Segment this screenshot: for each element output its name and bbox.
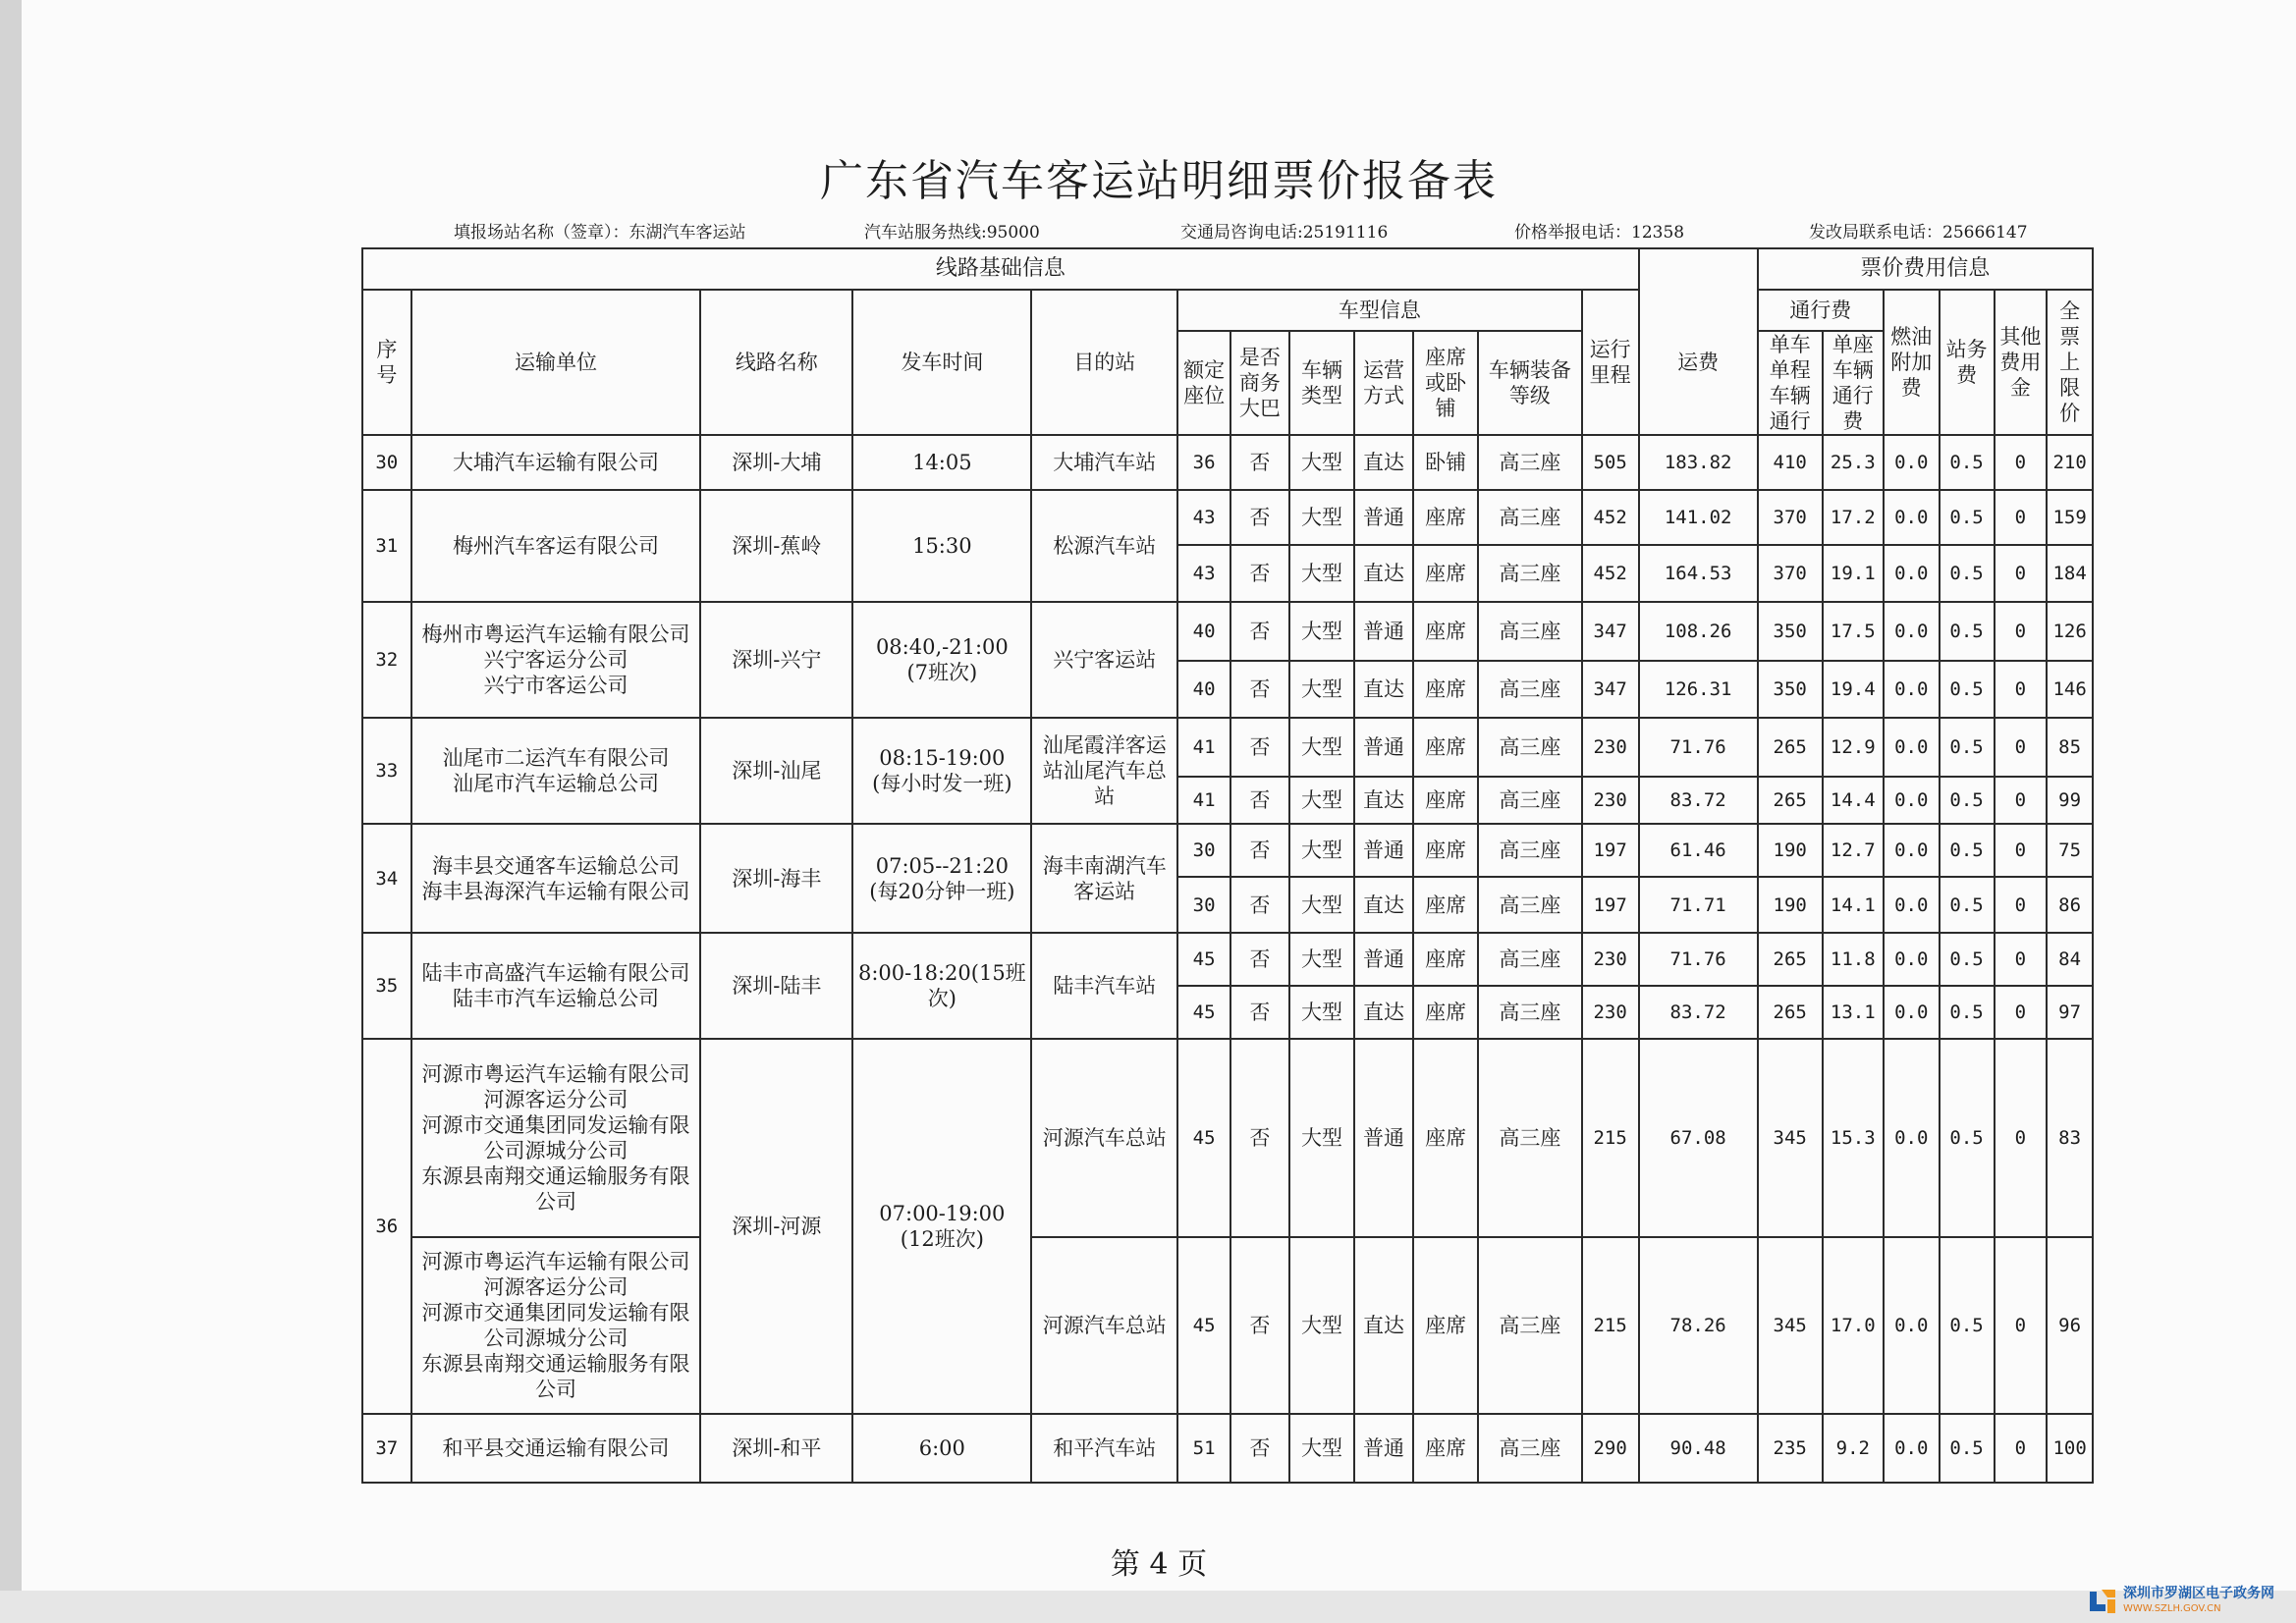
header-route-basic: 线路基础信息 — [362, 248, 1639, 290]
row-seat-type: 座席 — [1413, 877, 1478, 933]
row-toll-seat: 12.7 — [1823, 824, 1884, 877]
row-op-mode: 直达 — [1354, 777, 1413, 824]
row-station-fee: 0.5 — [1940, 602, 1995, 661]
row-distance: 230 — [1582, 933, 1639, 986]
row-other-fee: 0 — [1995, 877, 2048, 933]
header-fare: 运费 — [1639, 290, 1758, 435]
row-fuel: 0.0 — [1884, 877, 1940, 933]
row-route: 深圳-汕尾 — [700, 718, 852, 824]
row-station-fee: 0.5 — [1940, 435, 1995, 490]
row-grade: 高三座 — [1478, 602, 1581, 661]
row-toll-vehicle: 265 — [1758, 986, 1823, 1039]
header-seat-or-berth: 座席或卧铺 — [1413, 331, 1478, 435]
row-seat-type: 座席 — [1413, 718, 1478, 777]
row-total: 75 — [2047, 824, 2093, 877]
row-toll-seat: 17.5 — [1823, 602, 1884, 661]
table-row — [362, 933, 2093, 986]
row-vehicle-type: 大型 — [1289, 1237, 1354, 1414]
row-op-mode: 普通 — [1354, 490, 1413, 545]
row-business: 否 — [1230, 435, 1289, 490]
row-toll-vehicle: 190 — [1758, 824, 1823, 877]
row-other-fee: 0 — [1995, 602, 2048, 661]
row-grade: 高三座 — [1478, 933, 1581, 986]
row-destination: 河源汽车总站 — [1031, 1237, 1177, 1414]
row-grade: 高三座 — [1478, 661, 1581, 718]
page-title: 广东省汽车客运站明细票价报备表 — [820, 156, 1498, 206]
row-fare: 67.08 — [1639, 1039, 1758, 1237]
row-other-fee: 0 — [1995, 1414, 2048, 1483]
info-price-report: 价格举报电话：12358 — [1514, 223, 1685, 243]
info-station: 填报场站名称（签章）：东湖汽车客运站 — [454, 223, 746, 243]
row-distance: 215 — [1582, 1237, 1639, 1414]
row-grade: 高三座 — [1478, 1237, 1581, 1414]
row-op-mode: 普通 — [1354, 602, 1413, 661]
row-vehicle-type: 大型 — [1289, 661, 1354, 718]
row-seat-type: 座席 — [1413, 1237, 1478, 1414]
row-seats: 45 — [1177, 1237, 1230, 1414]
header-fuel: 燃油附加费 — [1884, 290, 1940, 435]
row-other-fee: 0 — [1995, 777, 2048, 824]
row-business: 否 — [1230, 718, 1289, 777]
row-station-fee: 0.5 — [1940, 1237, 1995, 1414]
row-seat-type: 座席 — [1413, 824, 1478, 877]
row-distance: 230 — [1582, 777, 1639, 824]
row-seat-type: 座席 — [1413, 777, 1478, 824]
header-station-fee: 站务费 — [1940, 290, 1995, 435]
row-seats: 36 — [1177, 435, 1230, 490]
row-toll-seat: 17.2 — [1823, 490, 1884, 545]
row-toll-vehicle: 370 — [1758, 490, 1823, 545]
row-distance: 215 — [1582, 1039, 1639, 1237]
row-other-fee: 0 — [1995, 986, 2048, 1039]
row-op-mode: 普通 — [1354, 1039, 1413, 1237]
row-departure: 8:00-18:20(15班次) — [852, 933, 1031, 1039]
row-total: 85 — [2047, 718, 2093, 777]
row-fuel: 0.0 — [1884, 1039, 1940, 1237]
row-op-mode: 直达 — [1354, 435, 1413, 490]
row-seats: 40 — [1177, 661, 1230, 718]
table-row — [362, 1237, 2093, 1414]
header-total: 全票上限价 — [2047, 290, 2093, 435]
row-vehicle-type: 大型 — [1289, 933, 1354, 986]
watermark-name: 深圳市罗湖区电子政务网 — [2123, 1586, 2274, 1601]
scan-cutoff — [355, 1502, 2104, 1532]
row-other-fee: 0 — [1995, 435, 2048, 490]
row-seat-type: 座席 — [1413, 933, 1478, 986]
row-seats: 30 — [1177, 877, 1230, 933]
row-fare: 90.48 — [1639, 1414, 1758, 1483]
row-op-mode: 直达 — [1354, 661, 1413, 718]
row-seats: 30 — [1177, 824, 1230, 877]
row-carrier: 大埔汽车运输有限公司 — [411, 435, 701, 490]
row-seq: 32 — [362, 602, 411, 718]
row-business: 否 — [1230, 933, 1289, 986]
header-toll-vehicle: 单车单程车辆通行 — [1758, 331, 1823, 435]
header-op-mode: 运营方式 — [1354, 331, 1413, 435]
header-route: 线路名称 — [700, 290, 852, 435]
fare-table — [361, 247, 2094, 1484]
row-vehicle-type: 大型 — [1289, 1039, 1354, 1237]
row-station-fee: 0.5 — [1940, 824, 1995, 877]
row-fare: 83.72 — [1639, 986, 1758, 1039]
row-fare: 126.31 — [1639, 661, 1758, 718]
row-business: 否 — [1230, 986, 1289, 1039]
row-toll-vehicle: 265 — [1758, 718, 1823, 777]
row-fare: 78.26 — [1639, 1237, 1758, 1414]
document-page — [22, 0, 2296, 1591]
header-seats: 额定座位 — [1177, 331, 1230, 435]
row-carrier: 和平县交通运输有限公司 — [411, 1414, 701, 1483]
row-total: 86 — [2047, 877, 2093, 933]
row-grade: 高三座 — [1478, 490, 1581, 545]
row-seq: 30 — [362, 435, 411, 490]
row-grade: 高三座 — [1478, 435, 1581, 490]
row-fuel: 0.0 — [1884, 661, 1940, 718]
row-station-fee: 0.5 — [1940, 986, 1995, 1039]
header-distance: 运行里程 — [1582, 290, 1639, 435]
row-seq: 35 — [362, 933, 411, 1039]
scan-bottom-edge — [0, 1591, 2296, 1623]
row-distance: 347 — [1582, 661, 1639, 718]
row-vehicle-type: 大型 — [1289, 777, 1354, 824]
row-route: 深圳-海丰 — [700, 824, 852, 933]
row-toll-vehicle: 235 — [1758, 1414, 1823, 1483]
row-station-fee: 0.5 — [1940, 1414, 1995, 1483]
row-fuel: 0.0 — [1884, 933, 1940, 986]
row-total: 96 — [2047, 1237, 2093, 1414]
row-destination: 和平汽车站 — [1031, 1414, 1177, 1483]
row-toll-vehicle: 345 — [1758, 1039, 1823, 1237]
row-other-fee: 0 — [1995, 718, 2048, 777]
row-op-mode: 普通 — [1354, 933, 1413, 986]
row-fare: 71.76 — [1639, 718, 1758, 777]
row-total: 126 — [2047, 602, 2093, 661]
row-grade: 高三座 — [1478, 877, 1581, 933]
row-distance: 197 — [1582, 824, 1639, 877]
row-vehicle-type: 大型 — [1289, 877, 1354, 933]
info-ndrc: 发改局联系电话：25666147 — [1809, 223, 2028, 243]
table-row — [362, 1414, 2093, 1483]
row-route: 深圳-和平 — [700, 1414, 852, 1483]
row-grade: 高三座 — [1478, 718, 1581, 777]
row-destination: 汕尾霞洋客运站汕尾汽车总站 — [1031, 718, 1177, 824]
row-op-mode: 普通 — [1354, 718, 1413, 777]
row-op-mode: 直达 — [1354, 1237, 1413, 1414]
row-fuel: 0.0 — [1884, 824, 1940, 877]
row-seq: 36 — [362, 1039, 411, 1414]
row-carrier: 河源市粤运汽车运输有限公司河源客运分公司 河源市交通集团同发运输有限公司源城分公司 东源县南翔交通运输服务有限公司 — [411, 1237, 701, 1414]
row-fuel: 0.0 — [1884, 545, 1940, 602]
row-business: 否 — [1230, 877, 1289, 933]
row-seats: 45 — [1177, 1039, 1230, 1237]
row-toll-seat: 11.8 — [1823, 933, 1884, 986]
row-distance: 452 — [1582, 545, 1639, 602]
row-total: 83 — [2047, 1039, 2093, 1237]
row-vehicle-type: 大型 — [1289, 986, 1354, 1039]
row-seat-type: 座席 — [1413, 661, 1478, 718]
row-seats: 41 — [1177, 718, 1230, 777]
row-fuel: 0.0 — [1884, 435, 1940, 490]
row-station-fee: 0.5 — [1940, 1039, 1995, 1237]
row-business: 否 — [1230, 602, 1289, 661]
row-station-fee: 0.5 — [1940, 661, 1995, 718]
row-business: 否 — [1230, 545, 1289, 602]
row-toll-vehicle: 265 — [1758, 777, 1823, 824]
row-fare: 164.53 — [1639, 545, 1758, 602]
row-departure: 6:00 — [852, 1414, 1031, 1483]
header-toll-seat: 单座车辆通行费 — [1823, 331, 1884, 435]
table-row — [362, 435, 2093, 490]
row-destination: 大埔汽车站 — [1031, 435, 1177, 490]
row-seat-type: 座席 — [1413, 545, 1478, 602]
row-business: 否 — [1230, 777, 1289, 824]
row-seat-type: 座席 — [1413, 490, 1478, 545]
row-seq: 37 — [362, 1414, 411, 1483]
row-vehicle-type: 大型 — [1289, 602, 1354, 661]
row-fuel: 0.0 — [1884, 602, 1940, 661]
row-station-fee: 0.5 — [1940, 490, 1995, 545]
row-seq: 33 — [362, 718, 411, 824]
row-fare: 141.02 — [1639, 490, 1758, 545]
row-business: 否 — [1230, 824, 1289, 877]
row-carrier: 梅州汽车客运有限公司 — [411, 490, 701, 602]
row-vehicle-type: 大型 — [1289, 435, 1354, 490]
row-toll-vehicle: 350 — [1758, 602, 1823, 661]
header-departure: 发车时间 — [852, 290, 1031, 435]
header-destination: 目的站 — [1031, 290, 1177, 435]
header-business: 是否商务大巴 — [1230, 331, 1289, 435]
row-station-fee: 0.5 — [1940, 777, 1995, 824]
info-hotline: 汽车站服务热线:95000 — [864, 223, 1040, 243]
row-seat-type: 座席 — [1413, 1039, 1478, 1237]
header-toll: 通行费 — [1758, 290, 1884, 331]
row-toll-seat: 12.9 — [1823, 718, 1884, 777]
row-toll-seat: 25.3 — [1823, 435, 1884, 490]
row-departure: 08:15-19:00 (每小时发一班) — [852, 718, 1031, 824]
row-grade: 高三座 — [1478, 986, 1581, 1039]
row-fare: 71.71 — [1639, 877, 1758, 933]
row-distance: 452 — [1582, 490, 1639, 545]
row-other-fee: 0 — [1995, 490, 2048, 545]
row-toll-seat: 14.4 — [1823, 777, 1884, 824]
row-grade: 高三座 — [1478, 824, 1581, 877]
row-fuel: 0.0 — [1884, 490, 1940, 545]
table-row — [362, 718, 2093, 777]
row-seats: 41 — [1177, 777, 1230, 824]
row-fuel: 0.0 — [1884, 1237, 1940, 1414]
scan-edge — [0, 0, 22, 1591]
table-row — [362, 824, 2093, 877]
row-toll-seat: 9.2 — [1823, 1414, 1884, 1483]
row-distance: 230 — [1582, 986, 1639, 1039]
row-toll-seat: 13.1 — [1823, 986, 1884, 1039]
table-row — [362, 490, 2093, 545]
row-fare: 71.76 — [1639, 933, 1758, 986]
row-business: 否 — [1230, 490, 1289, 545]
row-toll-seat: 19.1 — [1823, 545, 1884, 602]
row-fare: 108.26 — [1639, 602, 1758, 661]
row-station-fee: 0.5 — [1940, 933, 1995, 986]
row-fuel: 0.0 — [1884, 718, 1940, 777]
row-op-mode: 直达 — [1354, 545, 1413, 602]
row-other-fee: 0 — [1995, 933, 2048, 986]
row-business: 否 — [1230, 661, 1289, 718]
row-other-fee: 0 — [1995, 1237, 2048, 1414]
row-fuel: 0.0 — [1884, 777, 1940, 824]
row-toll-seat: 19.4 — [1823, 661, 1884, 718]
row-carrier: 海丰县交通客车运输总公司 海丰县海深汽车运输有限公司 — [411, 824, 701, 933]
row-vehicle-type: 大型 — [1289, 490, 1354, 545]
row-seats: 43 — [1177, 490, 1230, 545]
row-destination: 陆丰汽车站 — [1031, 933, 1177, 1039]
row-other-fee: 0 — [1995, 1039, 2048, 1237]
row-seat-type: 卧铺 — [1413, 435, 1478, 490]
row-seat-type: 座席 — [1413, 986, 1478, 1039]
row-op-mode: 普通 — [1354, 824, 1413, 877]
header-blank — [1639, 248, 1758, 290]
row-carrier: 汕尾市二运汽车有限公司 汕尾市汽车运输总公司 — [411, 718, 701, 824]
row-toll-vehicle: 410 — [1758, 435, 1823, 490]
row-business: 否 — [1230, 1039, 1289, 1237]
row-total: 210 — [2047, 435, 2093, 490]
row-seats: 51 — [1177, 1414, 1230, 1483]
row-route: 深圳-陆丰 — [700, 933, 852, 1039]
table-row — [362, 1039, 2093, 1237]
watermark-url: WWW.SZLH.GOV.CN — [2123, 1603, 2221, 1614]
row-op-mode: 直达 — [1354, 877, 1413, 933]
row-distance: 197 — [1582, 877, 1639, 933]
row-other-fee: 0 — [1995, 545, 2048, 602]
row-other-fee: 0 — [1995, 661, 2048, 718]
row-op-mode: 普通 — [1354, 1414, 1413, 1483]
row-grade: 高三座 — [1478, 777, 1581, 824]
page-number: 第 4 页 — [1110, 1547, 1208, 1582]
header-other: 其他费用金 — [1995, 290, 2048, 435]
row-route: 深圳-蕉岭 — [700, 490, 852, 602]
row-seats: 40 — [1177, 602, 1230, 661]
row-destination: 兴宁客运站 — [1031, 602, 1177, 718]
table-row — [362, 602, 2093, 661]
header-fare-info: 票价费用信息 — [1758, 248, 2093, 290]
row-toll-vehicle: 350 — [1758, 661, 1823, 718]
row-destination: 松源汽车站 — [1031, 490, 1177, 602]
row-station-fee: 0.5 — [1940, 718, 1995, 777]
header-seq: 序号 — [362, 290, 411, 435]
row-distance: 505 — [1582, 435, 1639, 490]
row-fuel: 0.0 — [1884, 986, 1940, 1039]
row-seats: 45 — [1177, 986, 1230, 1039]
row-toll-vehicle: 265 — [1758, 933, 1823, 986]
row-fare: 83.72 — [1639, 777, 1758, 824]
row-seats: 43 — [1177, 545, 1230, 602]
row-station-fee: 0.5 — [1940, 877, 1995, 933]
row-distance: 290 — [1582, 1414, 1639, 1483]
row-departure: 14:05 — [852, 435, 1031, 490]
row-vehicle-type: 大型 — [1289, 718, 1354, 777]
row-departure: 07:00-19:00 (12班次) — [852, 1039, 1031, 1414]
row-seq: 34 — [362, 824, 411, 933]
row-total: 100 — [2047, 1414, 2093, 1483]
row-seat-type: 座席 — [1413, 1414, 1478, 1483]
row-route: 深圳-大埔 — [700, 435, 852, 490]
row-total: 99 — [2047, 777, 2093, 824]
row-vehicle-type: 大型 — [1289, 824, 1354, 877]
row-toll-seat: 14.1 — [1823, 877, 1884, 933]
info-transport-bureau: 交通局咨询电话:25191116 — [1180, 223, 1389, 243]
row-fare: 61.46 — [1639, 824, 1758, 877]
row-route: 深圳-河源 — [700, 1039, 852, 1414]
row-destination: 海丰南湖汽车客运站 — [1031, 824, 1177, 933]
row-departure: 15:30 — [852, 490, 1031, 602]
row-carrier: 陆丰市高盛汽车运输有限公司 陆丰市汽车运输总公司 — [411, 933, 701, 1039]
row-distance: 347 — [1582, 602, 1639, 661]
row-departure: 07:05--21:20 (每20分钟一班) — [852, 824, 1031, 933]
row-other-fee: 0 — [1995, 824, 2048, 877]
row-op-mode: 直达 — [1354, 986, 1413, 1039]
row-total: 84 — [2047, 933, 2093, 986]
row-carrier: 梅州市粤运汽车运输有限公司兴宁客运分公司 兴宁市客运公司 — [411, 602, 701, 718]
row-distance: 230 — [1582, 718, 1639, 777]
row-vehicle-type: 大型 — [1289, 1414, 1354, 1483]
row-station-fee: 0.5 — [1940, 545, 1995, 602]
row-grade: 高三座 — [1478, 1414, 1581, 1483]
row-grade: 高三座 — [1478, 1039, 1581, 1237]
header-carrier: 运输单位 — [411, 290, 701, 435]
row-route: 深圳-兴宁 — [700, 602, 852, 718]
row-toll-seat: 15.3 — [1823, 1039, 1884, 1237]
watermark-logo-icon — [2088, 1588, 2117, 1615]
header-grade: 车辆装备等级 — [1478, 331, 1581, 435]
row-fuel: 0.0 — [1884, 1414, 1940, 1483]
row-toll-vehicle: 345 — [1758, 1237, 1823, 1414]
row-total: 159 — [2047, 490, 2093, 545]
row-business: 否 — [1230, 1237, 1289, 1414]
row-toll-vehicle: 190 — [1758, 877, 1823, 933]
row-business: 否 — [1230, 1414, 1289, 1483]
header-vtype: 车辆类型 — [1289, 331, 1354, 435]
row-departure: 08:40,-21:00 (7班次) — [852, 602, 1031, 718]
row-destination: 河源汽车总站 — [1031, 1039, 1177, 1237]
row-toll-seat: 17.0 — [1823, 1237, 1884, 1414]
row-fare: 183.82 — [1639, 435, 1758, 490]
watermark — [2088, 1585, 2274, 1618]
row-seats: 45 — [1177, 933, 1230, 986]
row-total: 184 — [2047, 545, 2093, 602]
header-vehicle-info: 车型信息 — [1177, 290, 1581, 331]
row-total: 97 — [2047, 986, 2093, 1039]
row-total: 146 — [2047, 661, 2093, 718]
row-seq: 31 — [362, 490, 411, 602]
row-vehicle-type: 大型 — [1289, 545, 1354, 602]
row-carrier: 河源市粤运汽车运输有限公司河源客运分公司 河源市交通集团同发运输有限公司源城分公司 东源县南翔交通运输服务有限公司 — [411, 1039, 701, 1237]
row-seat-type: 座席 — [1413, 602, 1478, 661]
row-toll-vehicle: 370 — [1758, 545, 1823, 602]
row-grade: 高三座 — [1478, 545, 1581, 602]
